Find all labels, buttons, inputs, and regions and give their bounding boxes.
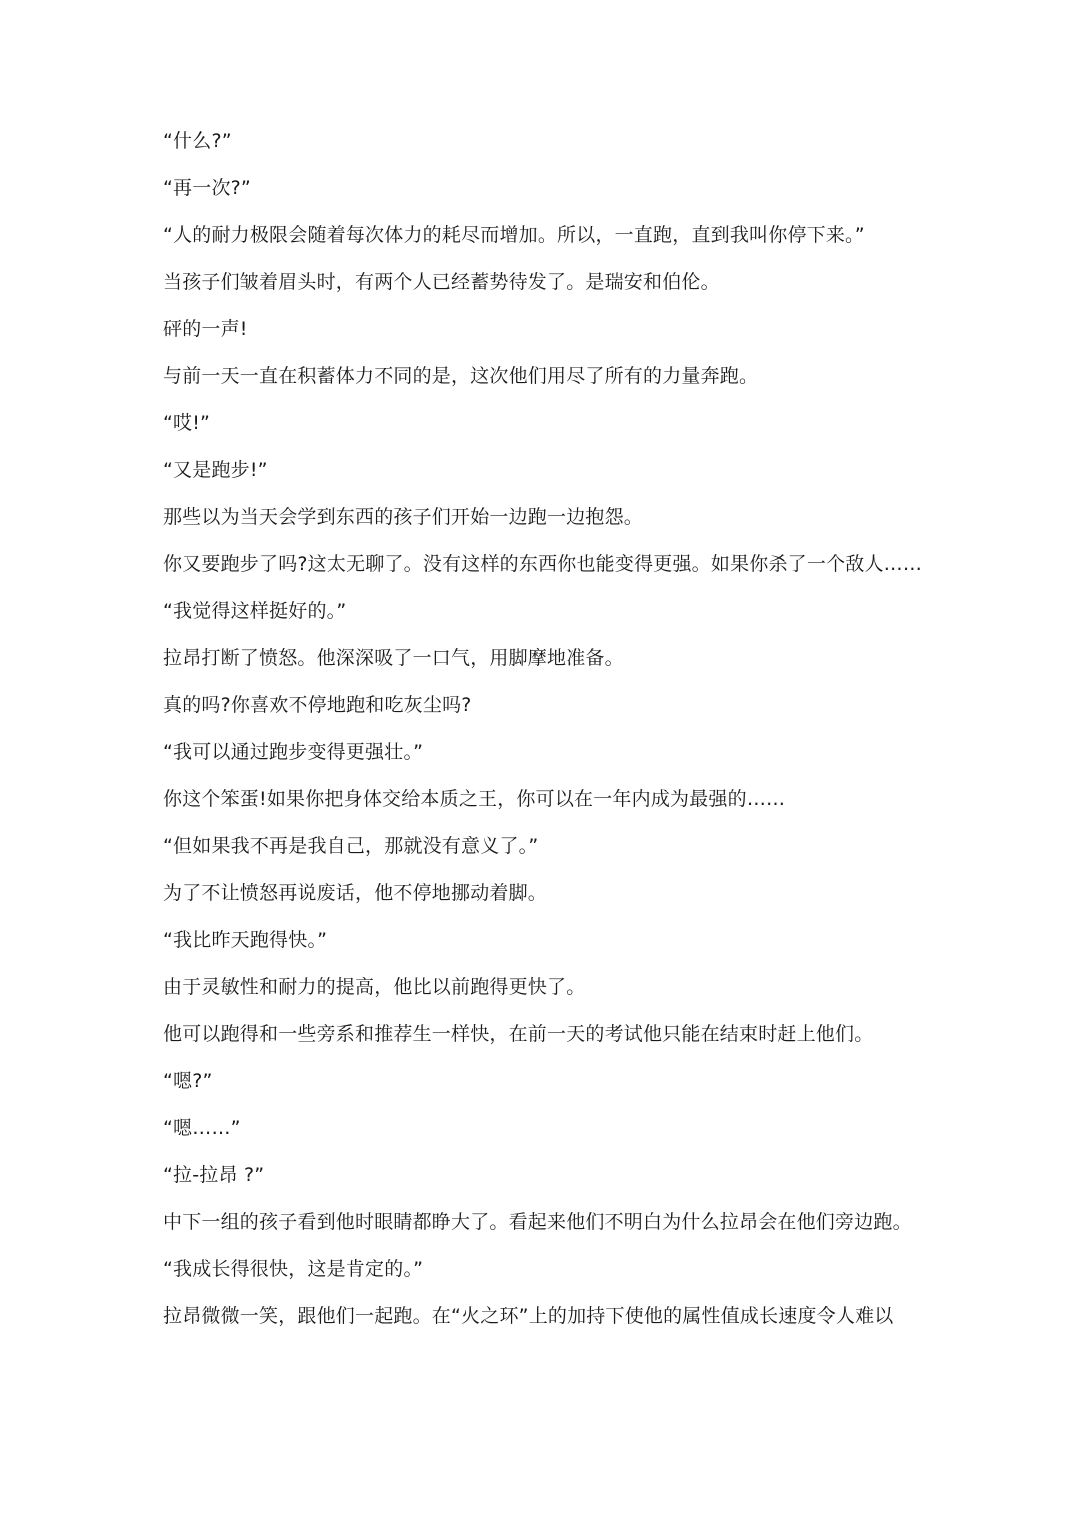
- paragraph: “嗯?”: [163, 1070, 213, 1092]
- paragraph: 当孩子们皱着眉头时，有两个人已经蓄势待发了。是瑞安和伯伦。: [163, 271, 720, 293]
- paragraph: 中下一组的孩子看到他时眼睛都睁大了。看起来他们不明白为什么拉昂会在他们旁边跑。: [163, 1211, 912, 1233]
- paragraph: 砰的一声!: [163, 318, 248, 340]
- paragraph: 与前一天一直在积蓄体力不同的是，这次他们用尽了所有的力量奔跑。: [163, 365, 759, 387]
- paragraph: 由于灵敏性和耐力的提高，他比以前跑得更快了。: [163, 976, 586, 998]
- paragraph: “嗯……”: [163, 1117, 241, 1139]
- paragraph: 那些以为当天会学到东西的孩子们开始一边跑一边抱怨。: [163, 506, 644, 528]
- paragraph: 你又要跑步了吗?这太无聊了。没有这样的东西你也能变得更强。如果你杀了一个敌人……: [163, 553, 923, 575]
- paragraph: 你这个笨蛋!如果你把身体交给本质之王，你可以在一年内成为最强的……: [163, 788, 786, 810]
- paragraph: “我成长得很快，这是肯定的。”: [163, 1258, 424, 1280]
- paragraph: “我比昨天跑得快。”: [163, 929, 328, 951]
- paragraph: “我可以通过跑步变得更强壮。”: [163, 741, 424, 763]
- paragraph: “但如果我不再是我自己，那就没有意义了。”: [163, 835, 539, 857]
- paragraph: 真的吗?你喜欢不停地跑和吃灰尘吗?: [163, 694, 472, 716]
- paragraph: 拉昂打断了愤怒。他深深吸了一口气，用脚摩地准备。: [163, 647, 624, 669]
- paragraph: “我觉得这样挺好的。”: [163, 600, 347, 622]
- paragraph: 为了不让愤怒再说废话，他不停地挪动着脚。: [163, 882, 548, 904]
- paragraph: “哎!”: [163, 412, 211, 434]
- paragraph: “又是跑步!”: [163, 459, 268, 481]
- paragraph: “再一次?”: [163, 177, 251, 199]
- paragraph: “拉-拉昂 ?”: [163, 1164, 265, 1186]
- paragraph: “什么?”: [163, 130, 232, 152]
- paragraph: 拉昂微微一笑，跟他们一起跑。在“火之环”上的加持下使他的属性值成长速度令人难以: [163, 1305, 894, 1327]
- document-body: [163, 128, 923, 1350]
- paragraph: 他可以跑得和一些旁系和推荐生一样快，在前一天的考试他只能在结束时赶上他们。: [163, 1023, 874, 1045]
- paragraph: “人的耐力极限会随着每次体力的耗尽而增加。所以，一直跑，直到我叫你停下来。”: [163, 224, 865, 246]
